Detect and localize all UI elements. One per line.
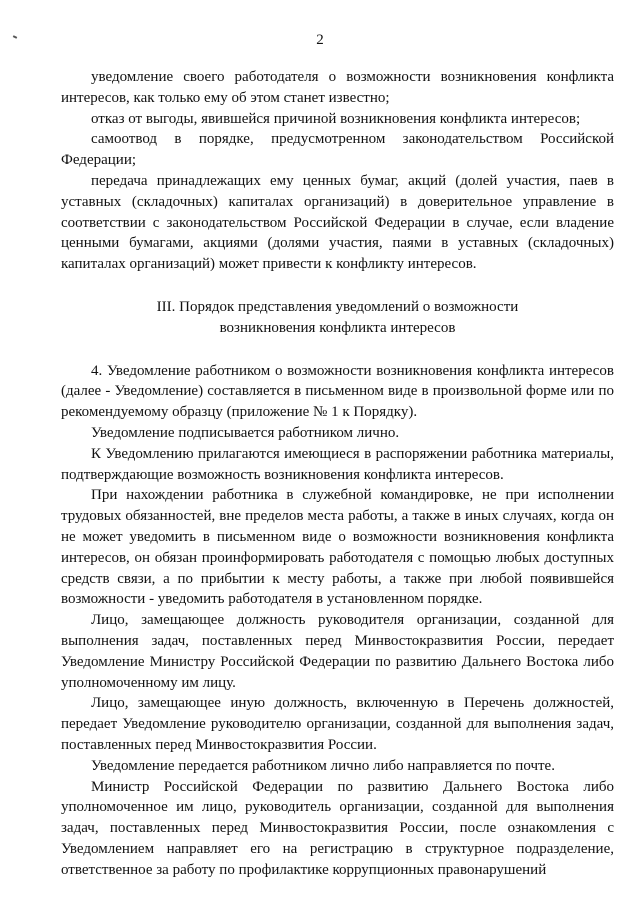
paragraph-refuse-benefit: отказ от выгоды, явившейся причиной возникновения конфликта интересов; <box>91 110 581 127</box>
paragraph-self-recusal: самоотвод в порядке, предусмотренном законодательством Российской Федерации; <box>61 131 614 169</box>
paragraph-attachments: К Уведомлению прилагаются имеющиеся в распоряжении работника материалы, подтверждающие возможность возникновения конфликта интересов. <box>61 445 614 483</box>
paragraph-registration: Министр Российской Федерации по развитию Дальнего Востока либо уполномоченное им лицо, руководитель организации, созданной для выполнения задач, поставленных перед Минвостокразвития России, после ознакомления с Уведомлением направляет его на регистрацию в структурное подразделение, ответственное за работу по профилактике коррупционных правонарушений <box>61 778 614 878</box>
paragraph-head-of-organization: Лицо, замещающее должность руководителя организации, созданной для выполнения задач, поставленных перед Минвостокразвития России, передает Уведомление Министру Российской Федерации по развитию Дальнего Востока либо уполномоченному им лицу. <box>61 612 614 691</box>
document-body <box>61 67 614 880</box>
section-heading <box>61 297 614 339</box>
paragraph-notify-employer: уведомление своего работодателя о возможности возникновения конфликта интересов, как только ему об этом станет известно; <box>61 69 614 106</box>
paragraph-business-trip: При нахождении работника в служебной командировке, не при исполнении трудовых обязанностей, вне пределов места работы, а также в иных случаях, когда он не может уведомить в письменном виде о возможности возникновения конфликта интересов, он обязан проинформировать работодателя с помощью любых доступных средств связи, а по прибытии к месту работы, а также при любой появившейся возможности - уведомить работодателя в установленном порядке. <box>61 487 614 608</box>
paragraph-delivery: Уведомление передается работником лично либо направляется по почте. <box>91 757 555 774</box>
section-heading-line-1: III. Порядок представления уведомлений о возможности <box>156 298 519 315</box>
section-heading-line-2: возникновения конфликта интересов <box>219 319 456 336</box>
paragraph-item-4: 4. Уведомление работником о возможности возникновения конфликта интересов (далее - Уведомление) составляется в письменном виде в произвольной форме или по рекомендуемому образцу (приложение № 1 к Порядку). <box>61 362 614 421</box>
paragraph-other-position: Лицо, замещающее иную должность, включенную в Перечень должностей, передает Уведомление руководителю организации, созданной для выполнения задач, поставленных перед Минвостокразвития России. <box>61 695 614 753</box>
paragraph-trust-management: передача принадлежащих ему ценных бумаг, акций (долей участия, паев в уставных (складочных) капиталах организаций) в доверительное управление в соответствии с законодательством Российской Федерации в случае, если владение ценными бумагами, акциями (долями участия, паями в уставных (складочных) капиталах организаций) может привести к конфликту интересов. <box>61 172 614 273</box>
paragraph-signature: Уведомление подписывается работником лично. <box>91 424 400 441</box>
page-number: 2 <box>316 32 324 48</box>
